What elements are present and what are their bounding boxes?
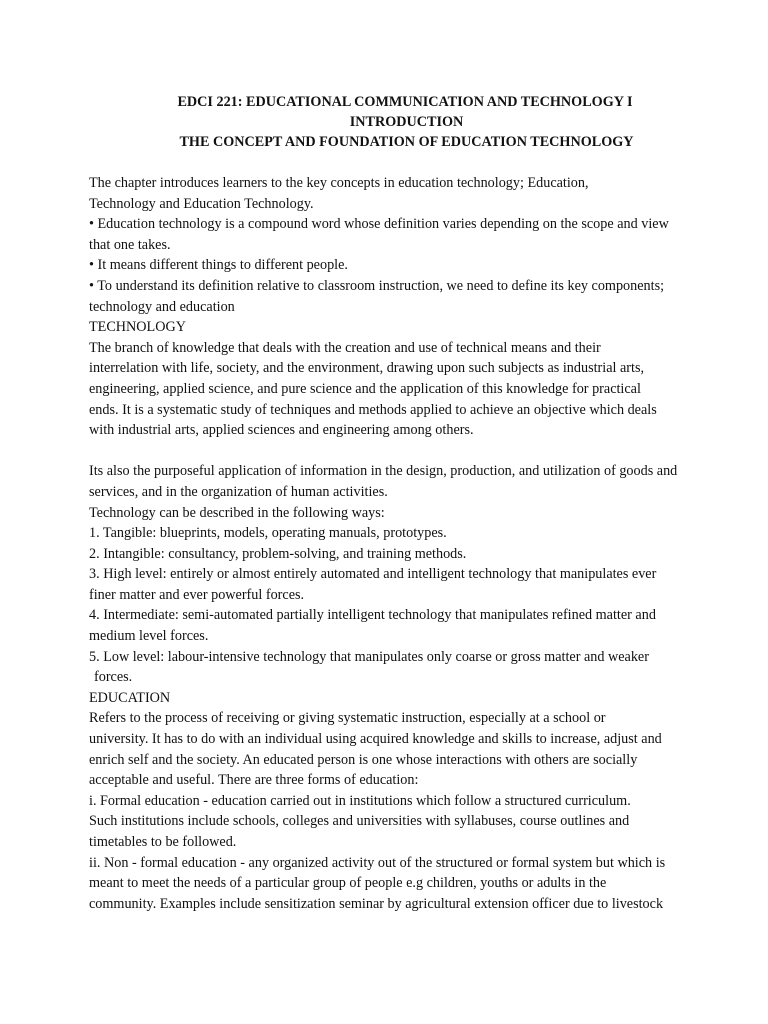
bullet-line: technology and education (89, 298, 235, 315)
chapter-title: THE CONCEPT AND FOUNDATION OF EDUCATION TECHNOLOGY (179, 134, 634, 150)
technology-way-item: 1. Tangible: blueprints, models, operating manuals, prototypes. (89, 525, 447, 542)
technology-way-item: medium level forces. (89, 628, 209, 645)
technology-paragraph-line: interrelation with life, society, and the environment, drawing upon such subjects as industrial arts, (89, 360, 645, 377)
bullet-line: • It means different things to different people. (89, 257, 348, 274)
education-paragraph-line: acceptable and useful. There are three forms of education: (89, 772, 419, 789)
intro-line: Technology and Education Technology. (89, 195, 314, 212)
technology-paragraph-line: The branch of knowledge that deals with the creation and use of technical means and their (89, 339, 601, 356)
intro-line: The chapter introduces learners to the key concepts in education technology; Education, (89, 175, 589, 191)
technology-way-item: 5. Low level: labour-intensive technology that manipulates only coarse or gross matter and weaker (89, 648, 649, 665)
technology-way-item: 4. Intermediate: semi-automated partially intelligent technology that manipulates refined matter and (89, 607, 656, 624)
education-heading: EDUCATION (89, 689, 171, 706)
education-form-item: Such institutions include schools, colleges and universities with syllabuses, course outlines and (89, 813, 630, 830)
education-form-item: i. Formal education - education carried out in institutions which follow a structured curriculum. (89, 792, 631, 809)
technology-paragraph-line: services, and in the organization of human activities. (89, 483, 388, 500)
education-form-item: meant to meet the needs of a particular group of people e.g children, youths or adults in the (89, 875, 607, 892)
document-body (89, 173, 724, 914)
education-form-item: community. Examples include sensitization seminar by agricultural extension officer due to livestock (89, 895, 664, 912)
education-form-item: timetables to be followed. (89, 834, 237, 850)
education-form-item: ii. Non - formal education - any organized activity out of the structured or formal system but which is (89, 854, 666, 871)
technology-ways-intro: Technology can be described in the following ways: (89, 504, 385, 521)
technology-paragraph-line: ends. It is a systematic study of techniques and methods applied to achieve an objective which deals (89, 401, 657, 418)
course-title: EDCI 221: EDUCATIONAL COMMUNICATION AND TECHNOLOGY I (177, 94, 633, 110)
section-title: INTRODUCTION (349, 114, 464, 130)
paragraph-spacer (89, 441, 724, 462)
education-paragraph-line: enrich self and the society. An educated person is one whose interactions with others are socially (89, 751, 638, 768)
bullet-line: that one takes. (89, 236, 171, 253)
education-paragraph-line: Refers to the process of receiving or giving systematic instruction, especially at a school or (89, 710, 606, 727)
technology-way-item: finer matter and ever powerful forces. (89, 586, 305, 603)
bullet-line: • Education technology is a compound word whose definition varies depending on the scope and view (89, 216, 669, 233)
technology-paragraph-line: with industrial arts, applied sciences and engineering among others. (89, 422, 474, 439)
technology-way-item: 3. High level: entirely or almost entirely automated and intelligent technology that manipulates ever (89, 566, 657, 583)
technology-paragraph-line: engineering, applied science, and pure science and the application of this knowledge for practical (89, 380, 641, 397)
technology-way-item: 2. Intangible: consultancy, problem-solving, and training methods. (89, 545, 467, 562)
technology-way-item: forces. (94, 669, 133, 686)
technology-heading: TECHNOLOGY (89, 319, 186, 336)
education-paragraph-line: university. It has to do with an individual using acquired knowledge and skills to increase, adjust and (89, 731, 662, 748)
technology-paragraph-line: Its also the purposeful application of information in the design, production, and utilization of goods and (89, 463, 678, 480)
bullet-line: • To understand its definition relative to classroom instruction, we need to define its key components; (89, 277, 665, 294)
